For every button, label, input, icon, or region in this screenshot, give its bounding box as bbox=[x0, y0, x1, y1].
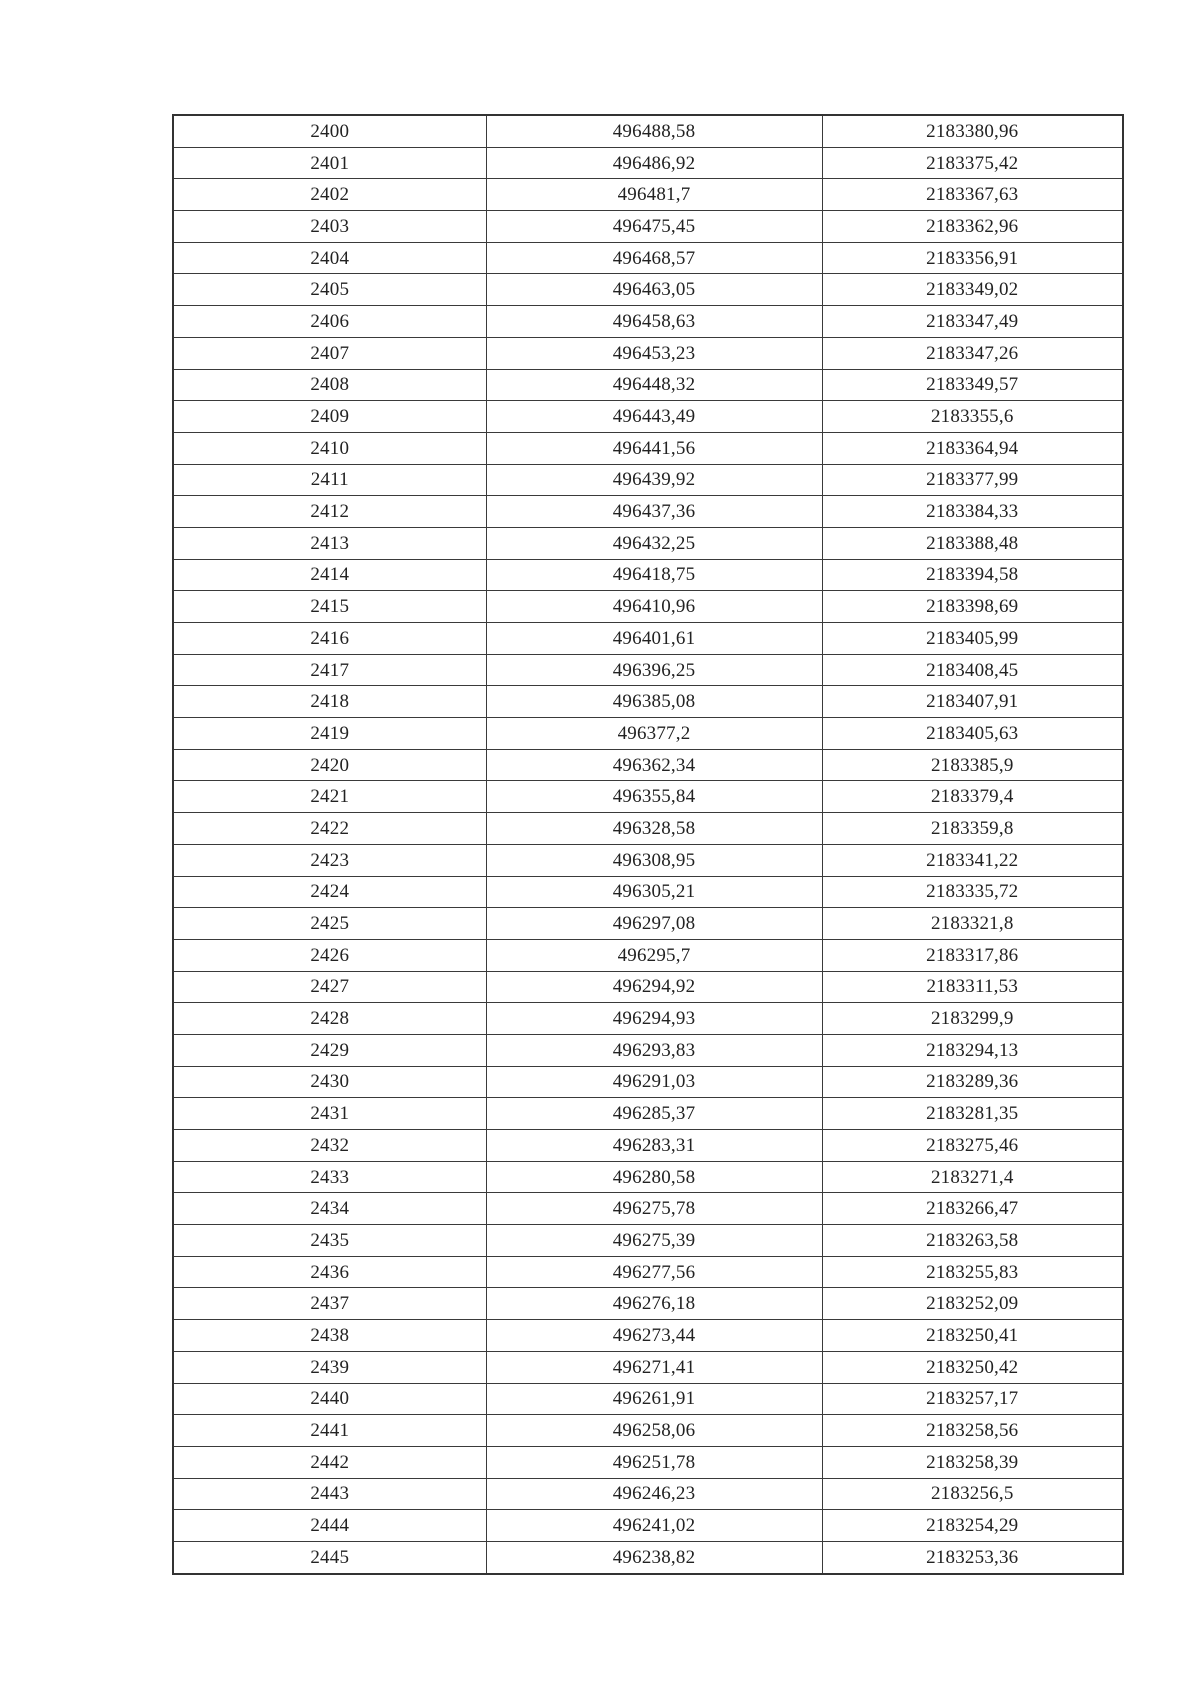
point-number-cell: 2410 bbox=[173, 432, 486, 464]
table-row bbox=[173, 337, 1123, 369]
table-row bbox=[173, 844, 1123, 876]
point-number-cell: 2422 bbox=[173, 813, 486, 845]
y-coordinate-cell: 2183405,99 bbox=[822, 623, 1123, 655]
table-row bbox=[173, 242, 1123, 274]
point-number-cell: 2420 bbox=[173, 749, 486, 781]
table-row bbox=[173, 1193, 1123, 1225]
y-coordinate-cell: 2183256,5 bbox=[822, 1478, 1123, 1510]
x-coordinate-cell: 496432,25 bbox=[486, 527, 822, 559]
y-coordinate-cell: 2183362,96 bbox=[822, 211, 1123, 243]
table-row bbox=[173, 908, 1123, 940]
table-row bbox=[173, 1003, 1123, 1035]
point-number-cell: 2416 bbox=[173, 623, 486, 655]
table-row bbox=[173, 527, 1123, 559]
x-coordinate-cell: 496308,95 bbox=[486, 844, 822, 876]
x-coordinate-cell: 496258,06 bbox=[486, 1415, 822, 1447]
y-coordinate-cell: 2183408,45 bbox=[822, 654, 1123, 686]
table-row bbox=[173, 115, 1123, 147]
y-coordinate-cell: 2183321,8 bbox=[822, 908, 1123, 940]
y-coordinate-cell: 2183375,42 bbox=[822, 147, 1123, 179]
x-coordinate-cell: 496305,21 bbox=[486, 876, 822, 908]
y-coordinate-cell: 2183359,8 bbox=[822, 813, 1123, 845]
x-coordinate-cell: 496294,93 bbox=[486, 1003, 822, 1035]
y-coordinate-cell: 2183252,09 bbox=[822, 1288, 1123, 1320]
y-coordinate-cell: 2183388,48 bbox=[822, 527, 1123, 559]
table-row bbox=[173, 971, 1123, 1003]
point-number-cell: 2403 bbox=[173, 211, 486, 243]
x-coordinate-cell: 496280,58 bbox=[486, 1161, 822, 1193]
x-coordinate-cell: 496251,78 bbox=[486, 1446, 822, 1478]
table-row bbox=[173, 939, 1123, 971]
point-number-cell: 2421 bbox=[173, 781, 486, 813]
x-coordinate-cell: 496283,31 bbox=[486, 1130, 822, 1162]
point-number-cell: 2424 bbox=[173, 876, 486, 908]
y-coordinate-cell: 2183317,86 bbox=[822, 939, 1123, 971]
point-number-cell: 2441 bbox=[173, 1415, 486, 1447]
table-row bbox=[173, 781, 1123, 813]
y-coordinate-cell: 2183398,69 bbox=[822, 591, 1123, 623]
point-number-cell: 2427 bbox=[173, 971, 486, 1003]
point-number-cell: 2431 bbox=[173, 1098, 486, 1130]
y-coordinate-cell: 2183289,36 bbox=[822, 1066, 1123, 1098]
x-coordinate-cell: 496241,02 bbox=[486, 1510, 822, 1542]
table-row bbox=[173, 1446, 1123, 1478]
x-coordinate-cell: 496273,44 bbox=[486, 1320, 822, 1352]
y-coordinate-cell: 2183394,58 bbox=[822, 559, 1123, 591]
point-number-cell: 2411 bbox=[173, 464, 486, 496]
coordinate-table bbox=[172, 114, 1124, 1575]
x-coordinate-cell: 496418,75 bbox=[486, 559, 822, 591]
y-coordinate-cell: 2183379,4 bbox=[822, 781, 1123, 813]
y-coordinate-cell: 2183263,58 bbox=[822, 1225, 1123, 1257]
y-coordinate-cell: 2183377,99 bbox=[822, 464, 1123, 496]
point-number-cell: 2428 bbox=[173, 1003, 486, 1035]
table-row bbox=[173, 1256, 1123, 1288]
x-coordinate-cell: 496377,2 bbox=[486, 718, 822, 750]
x-coordinate-cell: 496275,78 bbox=[486, 1193, 822, 1225]
table-row bbox=[173, 1288, 1123, 1320]
table-row bbox=[173, 591, 1123, 623]
x-coordinate-cell: 496401,61 bbox=[486, 623, 822, 655]
x-coordinate-cell: 496486,92 bbox=[486, 147, 822, 179]
y-coordinate-cell: 2183275,46 bbox=[822, 1130, 1123, 1162]
y-coordinate-cell: 2183258,39 bbox=[822, 1446, 1123, 1478]
table-row bbox=[173, 401, 1123, 433]
y-coordinate-cell: 2183347,49 bbox=[822, 306, 1123, 338]
point-number-cell: 2400 bbox=[173, 115, 486, 147]
point-number-cell: 2429 bbox=[173, 1034, 486, 1066]
x-coordinate-cell: 496293,83 bbox=[486, 1034, 822, 1066]
table-row bbox=[173, 654, 1123, 686]
table-row bbox=[173, 179, 1123, 211]
point-number-cell: 2425 bbox=[173, 908, 486, 940]
point-number-cell: 2417 bbox=[173, 654, 486, 686]
y-coordinate-cell: 2183294,13 bbox=[822, 1034, 1123, 1066]
y-coordinate-cell: 2183271,4 bbox=[822, 1161, 1123, 1193]
x-coordinate-cell: 496238,82 bbox=[486, 1541, 822, 1573]
point-number-cell: 2414 bbox=[173, 559, 486, 591]
y-coordinate-cell: 2183385,9 bbox=[822, 749, 1123, 781]
x-coordinate-cell: 496453,23 bbox=[486, 337, 822, 369]
x-coordinate-cell: 496437,36 bbox=[486, 496, 822, 528]
point-number-cell: 2401 bbox=[173, 147, 486, 179]
x-coordinate-cell: 496443,49 bbox=[486, 401, 822, 433]
y-coordinate-cell: 2183266,47 bbox=[822, 1193, 1123, 1225]
table-row bbox=[173, 1320, 1123, 1352]
x-coordinate-cell: 496328,58 bbox=[486, 813, 822, 845]
table-row bbox=[173, 1541, 1123, 1573]
table-row bbox=[173, 1225, 1123, 1257]
x-coordinate-cell: 496362,34 bbox=[486, 749, 822, 781]
x-coordinate-cell: 496297,08 bbox=[486, 908, 822, 940]
x-coordinate-cell: 496458,63 bbox=[486, 306, 822, 338]
y-coordinate-cell: 2183341,22 bbox=[822, 844, 1123, 876]
point-number-cell: 2444 bbox=[173, 1510, 486, 1542]
x-coordinate-cell: 496396,25 bbox=[486, 654, 822, 686]
point-number-cell: 2436 bbox=[173, 1256, 486, 1288]
x-coordinate-cell: 496481,7 bbox=[486, 179, 822, 211]
point-number-cell: 2432 bbox=[173, 1130, 486, 1162]
point-number-cell: 2437 bbox=[173, 1288, 486, 1320]
table-row bbox=[173, 369, 1123, 401]
table-row bbox=[173, 1098, 1123, 1130]
x-coordinate-cell: 496441,56 bbox=[486, 432, 822, 464]
x-coordinate-cell: 496294,92 bbox=[486, 971, 822, 1003]
point-number-cell: 2415 bbox=[173, 591, 486, 623]
table-row bbox=[173, 559, 1123, 591]
table-row bbox=[173, 749, 1123, 781]
y-coordinate-cell: 2183405,63 bbox=[822, 718, 1123, 750]
table-row bbox=[173, 1351, 1123, 1383]
point-number-cell: 2445 bbox=[173, 1541, 486, 1573]
coordinate-table-body bbox=[173, 115, 1123, 1574]
y-coordinate-cell: 2183349,02 bbox=[822, 274, 1123, 306]
table-row bbox=[173, 496, 1123, 528]
point-number-cell: 2406 bbox=[173, 306, 486, 338]
y-coordinate-cell: 2183364,94 bbox=[822, 432, 1123, 464]
point-number-cell: 2430 bbox=[173, 1066, 486, 1098]
table-row bbox=[173, 876, 1123, 908]
x-coordinate-cell: 496468,57 bbox=[486, 242, 822, 274]
x-coordinate-cell: 496275,39 bbox=[486, 1225, 822, 1257]
y-coordinate-cell: 2183347,26 bbox=[822, 337, 1123, 369]
table-row bbox=[173, 306, 1123, 338]
point-number-cell: 2426 bbox=[173, 939, 486, 971]
table-row bbox=[173, 1478, 1123, 1510]
point-number-cell: 2408 bbox=[173, 369, 486, 401]
x-coordinate-cell: 496285,37 bbox=[486, 1098, 822, 1130]
y-coordinate-cell: 2183349,57 bbox=[822, 369, 1123, 401]
table-row bbox=[173, 432, 1123, 464]
point-number-cell: 2407 bbox=[173, 337, 486, 369]
y-coordinate-cell: 2183250,42 bbox=[822, 1351, 1123, 1383]
point-number-cell: 2438 bbox=[173, 1320, 486, 1352]
x-coordinate-cell: 496385,08 bbox=[486, 686, 822, 718]
y-coordinate-cell: 2183335,72 bbox=[822, 876, 1123, 908]
x-coordinate-cell: 496261,91 bbox=[486, 1383, 822, 1415]
point-number-cell: 2405 bbox=[173, 274, 486, 306]
y-coordinate-cell: 2183255,83 bbox=[822, 1256, 1123, 1288]
y-coordinate-cell: 2183253,36 bbox=[822, 1541, 1123, 1573]
table-row bbox=[173, 211, 1123, 243]
y-coordinate-cell: 2183281,35 bbox=[822, 1098, 1123, 1130]
x-coordinate-cell: 496488,58 bbox=[486, 115, 822, 147]
x-coordinate-cell: 496276,18 bbox=[486, 1288, 822, 1320]
y-coordinate-cell: 2183407,91 bbox=[822, 686, 1123, 718]
x-coordinate-cell: 496246,23 bbox=[486, 1478, 822, 1510]
table-row bbox=[173, 686, 1123, 718]
point-number-cell: 2435 bbox=[173, 1225, 486, 1257]
point-number-cell: 2402 bbox=[173, 179, 486, 211]
table-row bbox=[173, 1034, 1123, 1066]
x-coordinate-cell: 496355,84 bbox=[486, 781, 822, 813]
y-coordinate-cell: 2183356,91 bbox=[822, 242, 1123, 274]
x-coordinate-cell: 496295,7 bbox=[486, 939, 822, 971]
y-coordinate-cell: 2183257,17 bbox=[822, 1383, 1123, 1415]
x-coordinate-cell: 496291,03 bbox=[486, 1066, 822, 1098]
y-coordinate-cell: 2183380,96 bbox=[822, 115, 1123, 147]
x-coordinate-cell: 496439,92 bbox=[486, 464, 822, 496]
table-row bbox=[173, 623, 1123, 655]
table-row bbox=[173, 1066, 1123, 1098]
y-coordinate-cell: 2183299,9 bbox=[822, 1003, 1123, 1035]
x-coordinate-cell: 496271,41 bbox=[486, 1351, 822, 1383]
table-row bbox=[173, 1130, 1123, 1162]
y-coordinate-cell: 2183355,6 bbox=[822, 401, 1123, 433]
point-number-cell: 2434 bbox=[173, 1193, 486, 1225]
y-coordinate-cell: 2183311,53 bbox=[822, 971, 1123, 1003]
point-number-cell: 2418 bbox=[173, 686, 486, 718]
table-row bbox=[173, 1415, 1123, 1447]
point-number-cell: 2412 bbox=[173, 496, 486, 528]
y-coordinate-cell: 2183384,33 bbox=[822, 496, 1123, 528]
table-row bbox=[173, 1510, 1123, 1542]
table-row bbox=[173, 1161, 1123, 1193]
x-coordinate-cell: 496277,56 bbox=[486, 1256, 822, 1288]
y-coordinate-cell: 2183258,56 bbox=[822, 1415, 1123, 1447]
y-coordinate-cell: 2183254,29 bbox=[822, 1510, 1123, 1542]
point-number-cell: 2439 bbox=[173, 1351, 486, 1383]
table-row bbox=[173, 147, 1123, 179]
x-coordinate-cell: 496475,45 bbox=[486, 211, 822, 243]
point-number-cell: 2442 bbox=[173, 1446, 486, 1478]
point-number-cell: 2423 bbox=[173, 844, 486, 876]
y-coordinate-cell: 2183250,41 bbox=[822, 1320, 1123, 1352]
point-number-cell: 2440 bbox=[173, 1383, 486, 1415]
table-row bbox=[173, 274, 1123, 306]
y-coordinate-cell: 2183367,63 bbox=[822, 179, 1123, 211]
point-number-cell: 2404 bbox=[173, 242, 486, 274]
point-number-cell: 2409 bbox=[173, 401, 486, 433]
table-row bbox=[173, 813, 1123, 845]
x-coordinate-cell: 496410,96 bbox=[486, 591, 822, 623]
x-coordinate-cell: 496463,05 bbox=[486, 274, 822, 306]
table-row bbox=[173, 464, 1123, 496]
point-number-cell: 2433 bbox=[173, 1161, 486, 1193]
table-row bbox=[173, 718, 1123, 750]
point-number-cell: 2419 bbox=[173, 718, 486, 750]
point-number-cell: 2443 bbox=[173, 1478, 486, 1510]
table-row bbox=[173, 1383, 1123, 1415]
point-number-cell: 2413 bbox=[173, 527, 486, 559]
x-coordinate-cell: 496448,32 bbox=[486, 369, 822, 401]
